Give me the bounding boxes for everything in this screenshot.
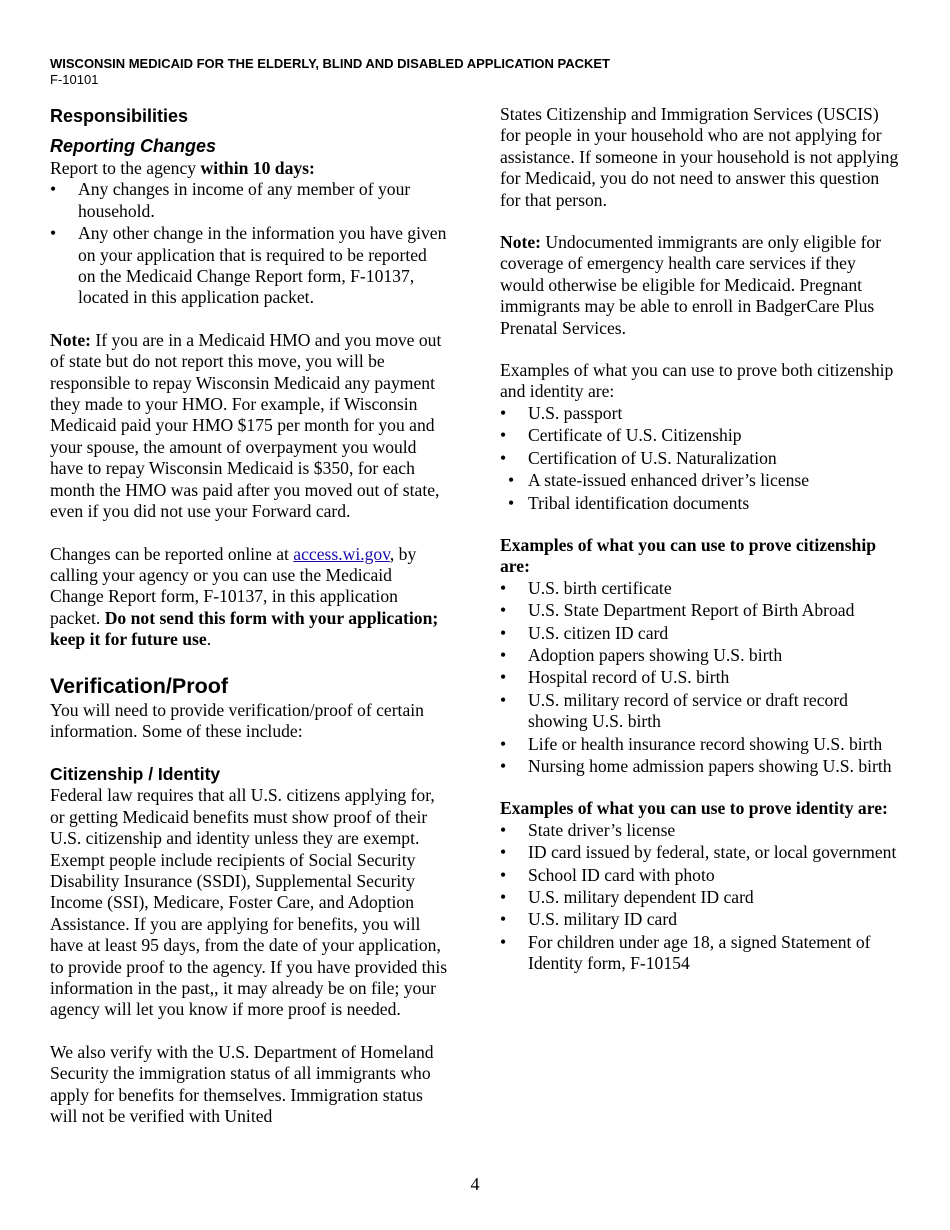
citizenship-list	[500, 578, 900, 778]
list-item: • U.S. military dependent ID card	[500, 887, 900, 908]
list-item: • State driver’s license	[500, 820, 900, 841]
access-wi-link[interactable]: access.wi.gov	[293, 543, 390, 564]
verification-text: You will need to provide verification/proof of certain information. Some of these include:	[50, 699, 424, 741]
undocumented-note: Note: Undocumented immigrants are only eligible for coverage of emergency health care services if they would otherwise be eligible for Medicaid. Pregnant immigrants may be able to enroll in BadgerCare Plus Prenatal Services.	[500, 232, 882, 338]
both-intro: Examples of what you can use to prove both citizenship and identity are:	[500, 360, 894, 402]
list-item: • School ID card with photo	[500, 865, 900, 886]
identity-list	[500, 820, 900, 975]
page-header	[50, 56, 610, 87]
packet-title: WISCONSIN MEDICAID FOR THE ELDERLY, BLIND AND DISABLED APPLICATION PACKET	[50, 56, 610, 71]
list-item: • U.S. birth certificate	[500, 578, 900, 599]
list-item: • ID card issued by federal, state, or local government	[500, 842, 900, 863]
list-item: • U.S. State Department Report of Birth Abroad	[500, 600, 900, 621]
list-item: • Certification of U.S. Naturalization	[500, 448, 900, 469]
list-item: • Tribal identification documents	[500, 493, 900, 514]
citizenship-identity-heading: Citizenship / Identity	[50, 764, 221, 785]
report-intro: Report to the agency within 10 days:	[50, 158, 315, 178]
list-item: • Hospital record of U.S. birth	[500, 667, 900, 688]
list-item: • Any changes in income of any member of your household.	[50, 179, 448, 222]
uscis-text: States Citizenship and Immigration Services (USCIS) for people in your household who are not applying for assistance. If someone in your household is not applying for Medicaid, you do not need to answer this question for that person.	[500, 104, 899, 210]
verification-heading: Verification/Proof	[50, 673, 229, 698]
list-item: • U.S. passport	[500, 403, 900, 424]
list-item: • A state-issued enhanced driver’s license	[500, 470, 900, 491]
list-item: • U.S. military ID card	[500, 909, 900, 930]
list-item: • U.S. citizen ID card	[500, 623, 900, 644]
dhs-text: We also verify with the U.S. Department of Homeland Security the immigration status of all immigrants who apply for benefits for themselves. Immigration status will not be verified with United	[50, 1041, 434, 1127]
list-item: • Adoption papers showing U.S. birth	[500, 645, 900, 666]
identity-intro: Examples of what you can use to prove identity are:	[500, 798, 888, 819]
right-column	[500, 104, 900, 976]
list-item: • U.S. military record of service or draft record showing U.S. birth	[500, 690, 900, 733]
hmo-note: Note: If you are in a Medicaid HMO and you move out of state but do not report this move, you will be responsible to repay Wisconsin Medicaid any payment they made to your HMO. For example, if Wisconsin Medicaid paid your HMO $175 per month for you and your spouse, the amount of overpayment you would have to repay Wisconsin Medicaid is $350, for each month the HMO was paid after you moved out of state, even if you did not use your Forward card.	[50, 329, 442, 522]
list-item: • Any other change in the information you have given on your application that is required to be reported on the Medicaid Change Report form, F-10137, located in this application packet.	[50, 223, 448, 309]
citizenship-intro: Examples of what you can use to prove citizenship are:	[500, 534, 876, 577]
page-number: 4	[470, 1174, 480, 1194]
citizenship-text: Federal law requires that all U.S. citizens applying for, or getting Medicaid benefits must show proof of their U.S. citizenship and identity unless they are exempt. Exempt people include recipients of Social Security Disability Insurance (SSDI), Supplemental Security Income (SSI), Medicare, Foster Care, and Adoption Assistance. If you are applying for benefits, you will have at least 95 days, from the date of your application, to provide proof to the agency. If you have provided this information in the past,, it may already be on file; your agency will let you know if more proof is needed.	[50, 785, 448, 1020]
left-column	[50, 104, 448, 1127]
both-list	[500, 403, 900, 514]
list-item: • Nursing home admission papers showing U.S. birth	[500, 756, 900, 777]
report-list	[50, 179, 448, 308]
responsibilities-heading: Responsibilities	[50, 106, 189, 126]
list-item: • Life or health insurance record showing U.S. birth	[500, 734, 900, 755]
reporting-changes-heading: Reporting Changes	[50, 136, 217, 156]
changes-paragraph: Changes can be reported online at access.wi.gov, by calling your agency or you can use the Medicaid Change Report form, F-10137, in this application packet. Do not send this form with your application; keep it for future use.	[50, 543, 439, 650]
list-item: • Certificate of U.S. Citizenship	[500, 425, 900, 446]
list-item: • For children under age 18, a signed Statement of Identity form, F-10154	[500, 932, 900, 975]
form-number: F-10101	[50, 72, 99, 87]
